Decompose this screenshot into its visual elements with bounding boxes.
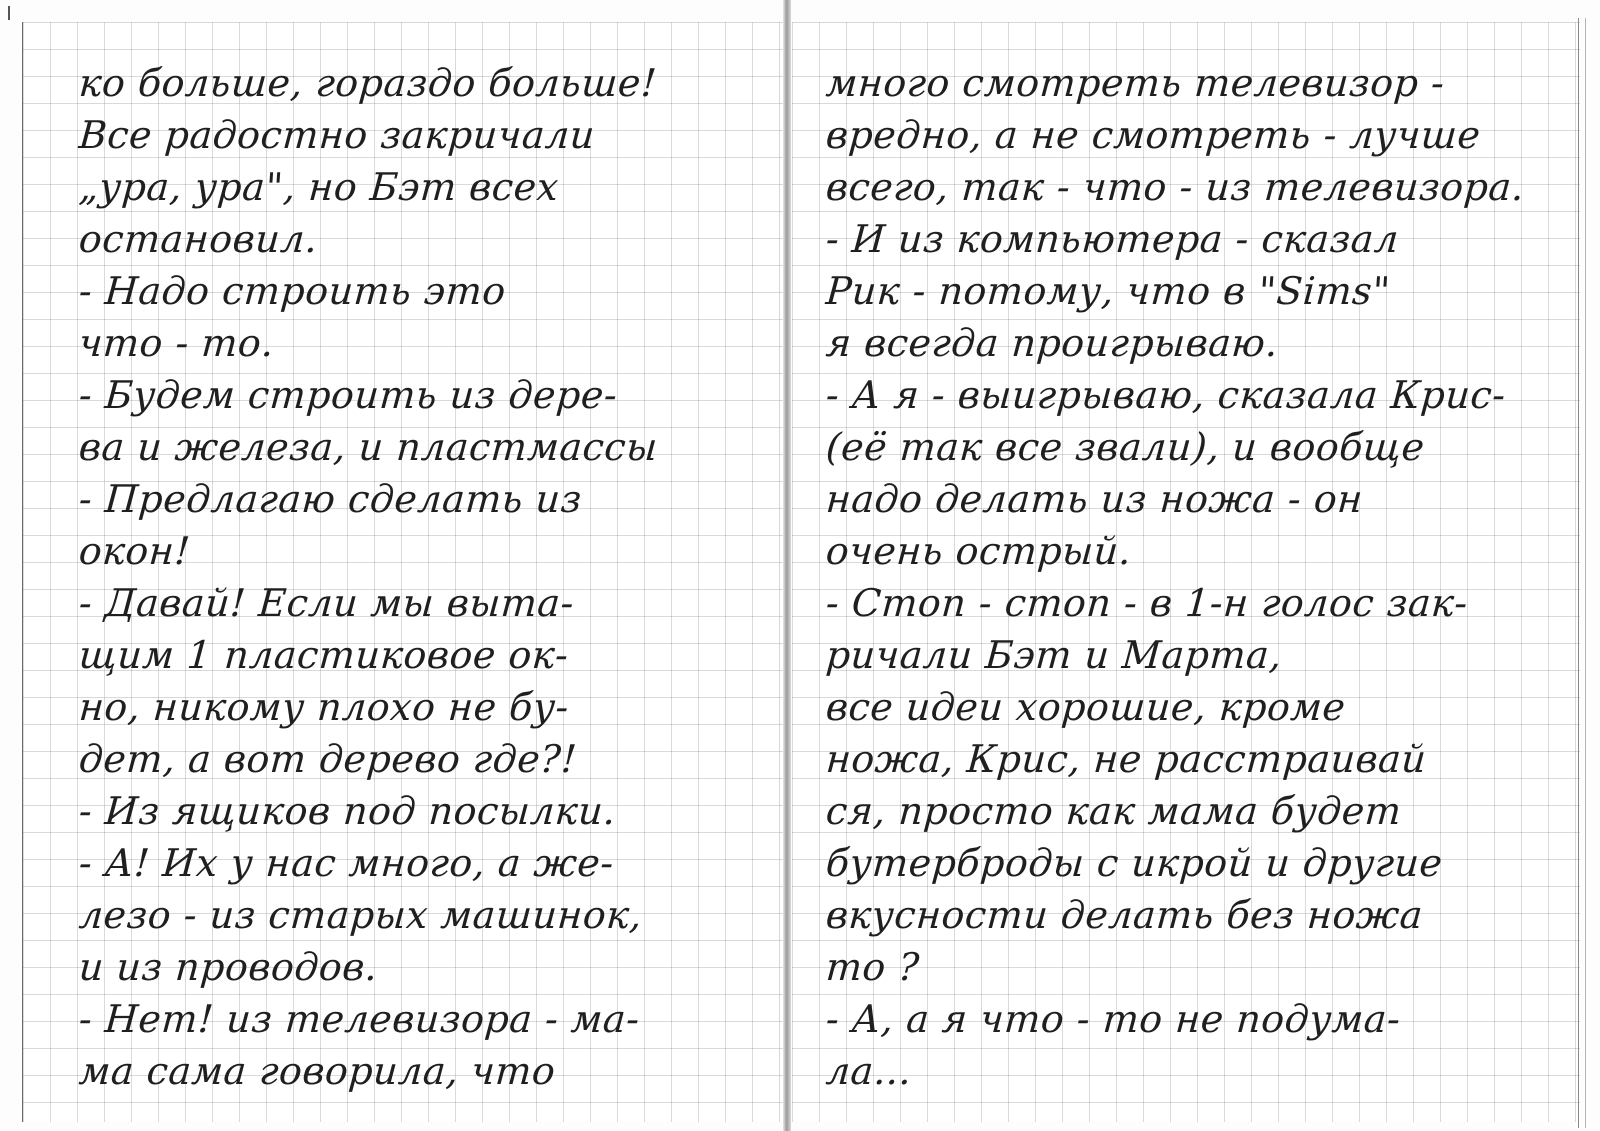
handwritten-line: бутерброды с икрой и другие: [824, 841, 1445, 885]
handwritten-line: остановил.: [77, 217, 320, 261]
handwritten-line: щим 1 пластиковое ок-: [77, 633, 571, 677]
handwritten-line: - А, а я что - то не подума-: [824, 997, 1402, 1041]
handwritten-line: ма сама говорила, что: [77, 1049, 557, 1093]
right-page: [792, 22, 1580, 1122]
right-page-lines: [792, 22, 1580, 1122]
left-page-lines: [23, 22, 783, 1122]
handwritten-line: много смотреть телевизор -: [824, 61, 1447, 105]
handwritten-line: вкусности делать без ножа: [824, 893, 1425, 937]
handwritten-line: но, никому плохо не бу-: [77, 685, 571, 729]
handwritten-line: „ура, ура", но Бэт всех: [77, 165, 561, 209]
handwritten-line: надо делать из ножа - он: [824, 477, 1365, 521]
handwritten-line: ся, просто как мама будет: [824, 789, 1403, 833]
handwritten-line: - Давай! Если мы выта-: [77, 581, 576, 625]
page-edge: [1578, 18, 1586, 1128]
handwritten-line: - А я - выигрываю, сказала Крис-: [824, 373, 1508, 417]
handwritten-line: и из проводов.: [77, 945, 380, 989]
handwritten-line: - А! Их у нас много, а же-: [77, 841, 616, 885]
handwritten-line: всего, так - что - из телевизора.: [824, 165, 1526, 209]
handwritten-line: - И из компьютера - сказал: [824, 217, 1401, 261]
handwritten-line: - Из ящиков под посылки.: [77, 789, 618, 833]
handwritten-line: - Предлагаю сделать из: [77, 477, 584, 521]
handwritten-line: то ?: [824, 945, 921, 989]
handwritten-line: все идеи хорошие, кроме: [824, 685, 1348, 729]
handwritten-line: ва и железа, и пластмассы: [77, 425, 660, 469]
handwritten-line: вредно, а не смотреть - лучше: [824, 113, 1483, 157]
handwritten-line: ко больше, гораздо больше!: [77, 61, 659, 105]
handwritten-line: - Стоп - стоп - в 1-н голос зак-: [824, 581, 1470, 625]
left-page: [22, 22, 783, 1122]
handwritten-line: очень острый.: [824, 529, 1133, 573]
handwritten-line: Все радостно закричали: [77, 113, 597, 157]
handwritten-line: что - то.: [77, 321, 276, 365]
handwritten-line: ричали Бэт и Марта,: [824, 633, 1284, 677]
notebook-spine: [783, 0, 791, 1131]
scan-mark: [8, 6, 10, 20]
handwritten-line: (её так все звали), и вообще: [824, 425, 1427, 469]
handwritten-line: ножа, Крис, не расстраивай: [824, 737, 1428, 781]
handwritten-line: ла...: [824, 1049, 914, 1093]
handwritten-line: Рик - потому, что в "Sims": [824, 269, 1392, 313]
handwritten-line: дет, а вот дерево где?!: [77, 737, 579, 781]
handwritten-line: - Надо строить это: [77, 269, 508, 313]
handwritten-line: - Будем строить из дере-: [77, 373, 619, 417]
handwritten-line: окон!: [77, 529, 192, 573]
handwritten-line: - Нет! из телевизора - ма-: [77, 997, 642, 1041]
handwritten-line: я всегда проигрываю.: [824, 321, 1280, 365]
handwritten-line: лезо - из старых машинок,: [77, 893, 644, 937]
